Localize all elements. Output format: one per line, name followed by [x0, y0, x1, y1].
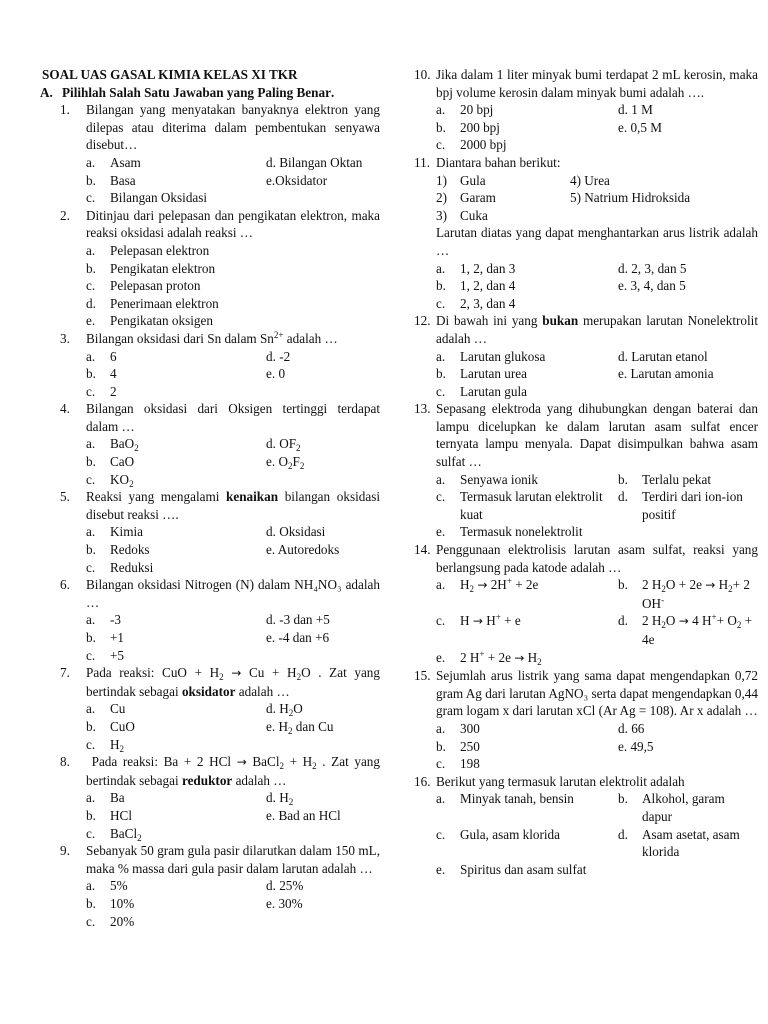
option-a[interactable]: a. Asam [86, 154, 141, 170]
question-2 [40, 207, 380, 242]
option-a[interactable]: a. 6 [86, 348, 117, 364]
question-9 [40, 842, 380, 877]
question-number: 8. [60, 754, 70, 770]
options-11 [436, 260, 758, 313]
option-e[interactable]: e. Autoredoks [266, 542, 340, 558]
option-e[interactable]: e. Spiritus dan asam sulfat [436, 861, 587, 877]
question-number: 4. [60, 401, 70, 417]
option-b[interactable]: b. CuO [86, 718, 135, 734]
question-text: Ditinjau dari pelepasan dan pengikatan elektron, maka reaksi oksidasi adalah reaksi … [86, 207, 380, 241]
option-a[interactable]: a. -3 [86, 612, 121, 628]
option-d[interactable]: d. 2 $H_2O \to 4$ $H^++ O_2 + 4e$ [618, 612, 753, 647]
question-text: Pada reaksi: Ba + 2 HCl → BaCl$_2$ + $H_2$ . Zat yang bertindak sebagai reduktor adalah … [86, 754, 380, 788]
option-d[interactable]: d. Oksidasi [266, 524, 326, 540]
options-1 [86, 154, 380, 207]
option-e[interactable]: e. 30% [266, 895, 303, 911]
option-b[interactable]: b. Redoks [86, 542, 150, 558]
option-a[interactable]: a. 5% [86, 878, 128, 894]
option-c[interactable]: c. $KO_2$ [86, 471, 134, 489]
question-number: 16. [414, 773, 431, 789]
option-a[interactable]: a. 300 [436, 720, 480, 736]
option-b[interactable]: b. Larutan urea [436, 366, 527, 382]
option-b[interactable]: b. 1, 2, dan 4 [436, 278, 516, 294]
option-c[interactable]: c. 2 [86, 383, 117, 399]
option-a[interactable]: a. Larutan glukosa [436, 348, 546, 364]
option-c[interactable]: c. Pelepasan proton [86, 278, 201, 294]
option-e[interactable]: e. 0,5 M [618, 119, 662, 135]
option-d[interactable]: d. 66 [618, 720, 645, 736]
question-16 [414, 773, 758, 791]
options-7 [86, 700, 380, 753]
options-5 [86, 523, 380, 576]
option-c[interactable]: c. Gula, asam klorida [436, 826, 560, 842]
options-14 [436, 576, 758, 667]
question-number: 6. [60, 577, 70, 593]
left-column [40, 66, 380, 930]
question-12 [414, 312, 758, 347]
option-e[interactable]: e. Pengikatan oksigen [86, 313, 213, 329]
option-b[interactable]: b. Alkohol, garam dapur [618, 791, 725, 824]
question-text: Di bawah ini yang bukan merupakan larutan Nonelektrolit adalah … [436, 313, 758, 346]
question-7 [40, 664, 380, 700]
options-2 [86, 242, 380, 330]
option-a[interactable]: a. BaO$_2$ [86, 436, 139, 454]
option-c[interactable]: c. Bilangan Oksidasi [86, 190, 208, 206]
option-c[interactable]: c. 2, 3, dan 4 [436, 295, 516, 311]
question-number: 12. [414, 313, 431, 329]
option-d[interactable]: d. Larutan etanol [618, 348, 708, 364]
section-heading: A. Pilihlah Salah Satu Jawaban yang Paling Benar . [40, 84, 335, 100]
option-e[interactable]: e. Larutan amonia [618, 366, 714, 382]
question-text: Sepasang elektroda yang dihubungkan dengan baterai dan lampu dicelupkan ke dalam larutan asam sulfat encer ternyata lampu menyala. Dapat disimpulkan bahwa asam sulfat … [436, 401, 758, 470]
option-b[interactable]: b. +1 [86, 630, 125, 645]
option-a[interactable]: a. 1, 2, dan 3 [436, 260, 516, 276]
option-d[interactable]: d. $H_2$ [266, 790, 294, 808]
options-12 [436, 348, 758, 401]
option-e[interactable]: e. 0 [266, 366, 286, 382]
option-c[interactable]: c. 198 [436, 756, 480, 772]
option-e[interactable]: e. 2 $H^+ + 2e \to H_2$ [436, 648, 542, 667]
option-e[interactable]: e. 49,5 [618, 738, 654, 754]
question-text: Diantara bahan berikut: [436, 154, 561, 170]
option-b[interactable]: b. 10% [86, 895, 135, 911]
option-b[interactable]: b. 2 $H_2O + 2e \to H_2+ 2$ OH- [618, 577, 750, 611]
option-b[interactable]: b. 4 [86, 366, 117, 382]
option-c[interactable]: c. BaCl$_2$ [86, 825, 142, 843]
question-13 [414, 400, 758, 470]
question-number: 2. [60, 207, 70, 223]
question-text: Jika dalam 1 liter minyak bumi terdapat 2 mL kerosin, maka bpj volume kerosin dalam minyak bumi adalah …. [436, 67, 758, 100]
option-a[interactable]: a. $H_2 \to 2H^+ + 2e$ [436, 576, 539, 595]
option-a[interactable]: a. Senyawa ionik [436, 471, 539, 487]
question-number: 1. [60, 102, 70, 118]
option-d[interactable]: d. -3 dan +5 [266, 612, 330, 628]
option-a[interactable]: a. 20 bpj [436, 102, 494, 118]
question-text: Bilangan oksidasi dari Oksigen tertinggi terdapat dalam … [86, 401, 380, 434]
option-b[interactable]: b. 250 [436, 738, 480, 754]
option-a[interactable]: a. Kimia [86, 524, 143, 540]
option-d[interactable]: d. Penerimaan elektron [86, 295, 219, 311]
question-number: 11. [414, 154, 430, 170]
question-6 [40, 576, 380, 611]
question-4 [40, 400, 380, 435]
question-8 [40, 753, 380, 789]
options-13 [436, 471, 758, 541]
option-b[interactable]: b. HCl [86, 807, 132, 823]
option-d[interactable]: d. 25% [266, 878, 304, 894]
option-c[interactable]: c. H → H+ + e [436, 612, 521, 629]
question-14 [414, 541, 758, 576]
option-e[interactable]: e. Termasuk nonelektrolit [436, 524, 583, 540]
option-d[interactable]: d. Bilangan Oktan [266, 154, 363, 170]
options-3 [86, 348, 380, 401]
question-number: 14. [414, 542, 431, 558]
item-4: 4) Urea [570, 172, 610, 188]
option-d[interactable]: d. 2, 3, dan 5 [618, 260, 687, 276]
question-number: 5. [60, 489, 70, 505]
option-a[interactable]: a. Ba [86, 790, 125, 806]
options-15 [436, 720, 758, 773]
option-d[interactable]: d. Asam asetat, asam klorida [618, 826, 740, 860]
option-b[interactable]: b. Terlalu pekat [618, 471, 712, 487]
item-1: 1) Gula [436, 172, 486, 188]
item-3: 3) Cuka [436, 207, 488, 223]
option-e[interactable]: e. $H_2$ dan Cu [266, 718, 334, 736]
option-d[interactable]: d. $H_2O$ [266, 701, 303, 719]
right-column [414, 66, 758, 878]
question-text: Berikut yang termasuk larutan elektrolit adalah [436, 773, 685, 789]
question-text: Bilangan yang menyatakan banyaknya elektron yang dilepas atau diterima dalam pembentukan senyawa disebut… [86, 102, 380, 153]
option-b[interactable]: b. Pengikatan elektron [86, 260, 216, 276]
option-c[interactable]: c. 20% [86, 913, 135, 929]
option-c[interactable]: c. Reduksi [86, 559, 154, 575]
option-c[interactable]: c. Larutan gula [436, 383, 528, 399]
section-text: Pilihlah Salah Satu Jawaban yang Paling Benar [62, 84, 331, 100]
option-b[interactable]: b. 200 bpj [436, 119, 500, 135]
question-number: 13. [414, 401, 431, 417]
options-6 [86, 611, 380, 664]
option-e[interactable]: e. $O_2F_2$ [266, 454, 305, 472]
options-9 [86, 877, 380, 930]
question-1 [40, 101, 380, 154]
option-e[interactable]: e.Oksidator [266, 172, 328, 188]
option-b[interactable]: b. Basa [86, 172, 136, 188]
question-15 [414, 667, 758, 720]
question-text: Penggunaan elektrolisis larutan asam sulfat, reaksi yang berlangsung pada katode adalah … [436, 542, 758, 575]
question-text: Pada reaksi: CuO + $H_2 \to Cu + H_2O$ . Zat yang bertindak sebagai oksidator adalah … [86, 665, 380, 699]
option-a[interactable]: a. Cu [86, 701, 126, 717]
item-2: 2) Garam [436, 190, 496, 206]
question-3 [40, 330, 380, 348]
question-text: Sebanyak 50 gram gula pasir dilarutkan dalam 150 mL, maka % massa dari gula pasir dalam larutan adalah … [86, 843, 380, 876]
question-number: 9. [60, 843, 70, 859]
option-c[interactable]: c. 2000 bpj [436, 137, 507, 153]
question-number: 7. [60, 665, 70, 681]
option-a[interactable]: a. Minyak tanah, bensin [436, 791, 574, 807]
option-c[interactable]: c. $H_2$ [86, 736, 125, 754]
options-8 [86, 789, 380, 842]
question-11-prompt: Larutan diatas yang dapat menghantarkan arus listrik adalah … [436, 225, 758, 258]
option-d[interactable]: d. -2 [266, 348, 291, 364]
option-d[interactable]: d. Terdiri dari ion-ion positif [618, 489, 743, 522]
question-text: Sejumlah arus listrik yang sama dapat mengendapkan 0,72 gram Ag dari larutan AgNO₃ serta dapat mengendapkan 0,44 gram logam x dari larutan xCl (Ar Ag = 108). Ar x adalah … [436, 668, 758, 719]
items-list [436, 172, 758, 225]
option-d[interactable]: d. $OF_2$ [266, 436, 301, 454]
option-c[interactable]: c. Termasuk larutan elektrolit kuat [436, 489, 603, 522]
option-e[interactable]: e. -4 dan +6 [266, 630, 330, 645]
question-number: 10. [414, 67, 431, 82]
option-d[interactable]: d. 1 M [618, 102, 653, 118]
option-e[interactable]: e. 3, 4, dan 5 [618, 278, 686, 294]
question-text: Bilangan oksidasi dari Sn dalam $Sn^{2+}$ adalah … [86, 329, 338, 346]
options-10 [436, 101, 758, 154]
question-11 [414, 154, 758, 172]
question-text: Reaksi yang mengalami kenaikan bilangan oksidasi disebut reaksi …. [86, 489, 380, 522]
options-4 [86, 435, 380, 488]
option-e[interactable]: e. Bad an HCl [266, 807, 341, 823]
option-c[interactable]: c. +5 [86, 647, 125, 663]
section-letter: A. [40, 84, 53, 100]
options-16 [436, 790, 758, 878]
question-10 [414, 66, 758, 101]
option-b[interactable]: b. CaO [86, 454, 135, 470]
question-5 [40, 488, 380, 523]
option-a[interactable]: a. Pelepasan elektron [86, 242, 210, 258]
exam-title: SOAL UAS GASAL KIMIA KELAS XI TKR [42, 67, 298, 82]
question-number: 3. [60, 330, 70, 346]
item-5: 5) Natrium Hidroksida [570, 190, 691, 206]
question-text: Bilangan oksidasi Nitrogen (N) dalam NH₄NO₃ adalah … [86, 577, 380, 610]
question-number: 15. [414, 668, 431, 684]
